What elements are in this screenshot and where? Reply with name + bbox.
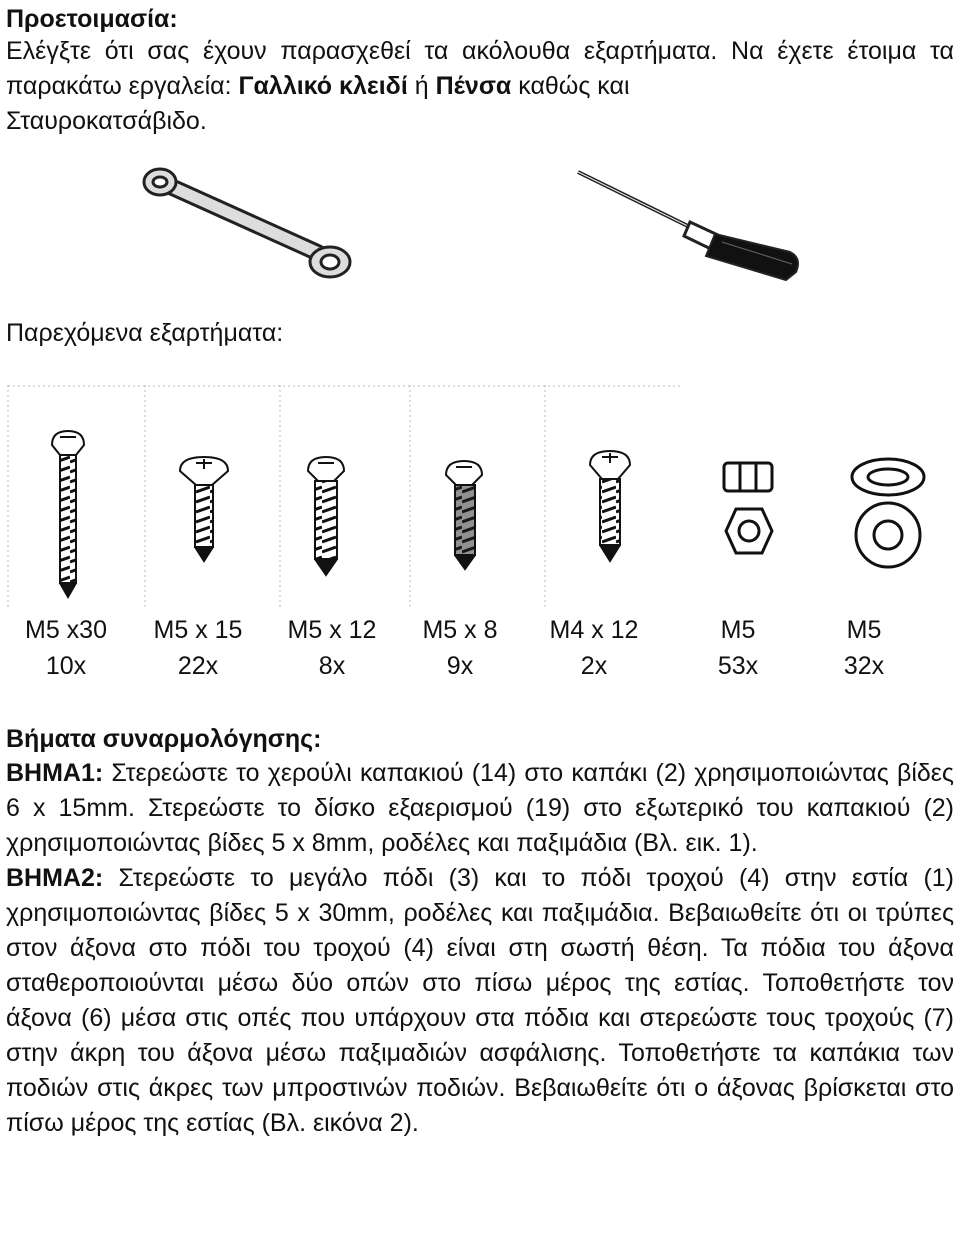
parts-title: Παρεχόμενα εξαρτήματα: <box>6 319 284 347</box>
nut-icon <box>724 463 772 553</box>
part-qty: 22x <box>177 652 219 680</box>
and-text: καθώς και <box>511 72 630 100</box>
preparation-line1: Ελέγξτε ότι σας έχουν παρασχεθεί τα ακόλουθα εξαρτήματα. Να έχετε έτοιμα τα παρακάτω εργαλεία: <box>6 37 954 100</box>
wrench-icon <box>144 169 350 277</box>
part-size: M5 x 12 <box>287 616 377 644</box>
part-qty: 32x <box>843 652 885 680</box>
screwdriver-icon <box>578 172 798 280</box>
or-text: ή <box>407 72 436 100</box>
part-qty: 8x <box>318 652 346 680</box>
tools-illustration <box>0 160 960 310</box>
tool-pliers-label: Πένσα <box>435 72 512 100</box>
tool-wrench-label: Γαλλικό κλειδί <box>238 72 408 100</box>
parts-labels <box>0 612 960 688</box>
step1-text: Στερεώστε το χερούλι καπακιού (14) στο καπάκι (2) χρησιμοποιώντας βίδες 6 x 15mm. Στερεώστε το δίσκο εξαερισμού (19) στο εξωτερικό του καπακιού (2) χρησιμοποιώντας βίδες 5 x 8mm, ροδέλες και παξιμάδια (Βλ. εικ. 1). <box>6 759 954 857</box>
preparation-title: Προετοιμασία: <box>6 5 178 33</box>
part-label <box>534 612 654 684</box>
part-label <box>678 612 798 684</box>
step2-label: ΒΗΜΑ2: <box>6 864 104 892</box>
part-label <box>400 612 520 684</box>
preparation-line2: Σταυροκατσάβιδο. <box>6 107 207 135</box>
part-size: M5 x 15 <box>153 616 243 644</box>
screw-m5x12-icon <box>308 457 344 575</box>
part-qty: 10x <box>45 652 87 680</box>
part-label <box>272 612 392 684</box>
part-qty: 53x <box>717 652 759 680</box>
parts-illustration <box>0 385 960 610</box>
assembly-title: Βήματα συναρμολόγησης: <box>6 725 322 753</box>
part-size: M5 x30 <box>25 616 107 644</box>
screw-m5x8-icon <box>446 461 482 569</box>
preparation-text <box>6 34 954 139</box>
part-label <box>138 612 258 684</box>
washer-icon <box>852 459 924 567</box>
part-label <box>6 612 126 684</box>
part-size: M4 x 12 <box>549 616 639 644</box>
part-size: M5 x 8 <box>422 616 498 644</box>
assembly-text <box>6 756 954 1141</box>
part-qty: 2x <box>580 652 608 680</box>
part-size: M5 <box>720 616 756 644</box>
part-size: M5 <box>846 616 882 644</box>
screw-m4x12-icon <box>590 451 630 561</box>
part-qty: 9x <box>446 652 474 680</box>
screw-m5x30-icon <box>52 431 84 597</box>
step2-text: Στερεώστε το μεγάλο πόδι (3) και το πόδι τροχού (4) στην εστία (1) χρησιμοποιώντας βίδες 5 x 30mm, ροδέλες και παξιμάδια. Βεβαιωθείτε ότι οι τρύπες στον άξονα στο πόδι του τροχού (4) είναι στη σωστή θέση. Τα πόδια του άξονα σταθεροποιούνται μέσω δύο οπών στο πίσω μέρος της εστίας. Τοποθετήστε τον άξονα (6) μέσα στις οπές που υπάρχουν στα πόδια και στερεώστε τους τροχούς (7) στην άκρη του άξονα μέσω παξιμαδιών ασφάλισης. Τοποθετήστε τα καπάκια των ποδιών στις άκρες των μπροστινών ποδιών. Βεβαιωθείτε ότι ο άξονας βρίσκεται στο πίσω μέρος της εστίας (Βλ. εικόνα 2). <box>6 864 954 1137</box>
screw-m5x15-icon <box>180 457 228 561</box>
step1-label: ΒΗΜΑ1: <box>6 759 104 787</box>
part-label <box>804 612 924 684</box>
